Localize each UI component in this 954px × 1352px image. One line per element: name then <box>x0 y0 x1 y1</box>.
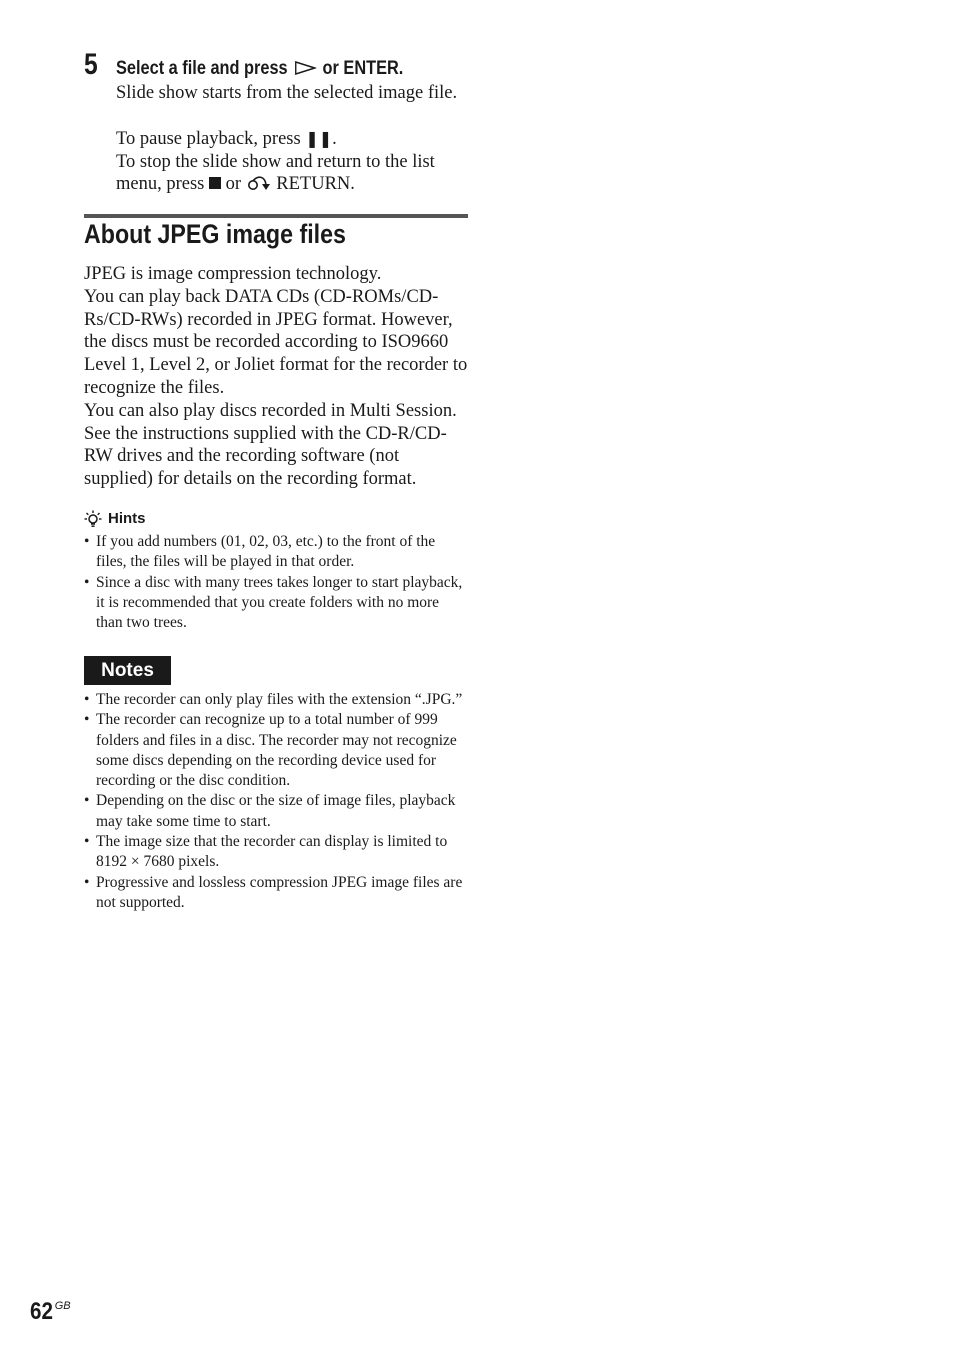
section-title: About JPEG image files <box>84 219 346 249</box>
lightbulb-icon <box>84 510 102 528</box>
body-paragraph: JPEG is image compression technology. <box>84 264 382 284</box>
pause-icon: ❚❚ <box>305 128 333 148</box>
step-number: 5 <box>84 48 98 81</box>
notes-label: Notes <box>84 656 171 685</box>
body-paragraph: You can also play discs recorded in Multi Session. See the instructions supplied with the CD-R/CD-RW drives and the recording software (not supplied) for details on the recording format. <box>84 400 457 490</box>
step-heading-suffix: or ENTER. <box>322 58 404 79</box>
stop-icon <box>209 177 221 189</box>
page-number-suffix: GB <box>54 1300 71 1312</box>
list-item: • The image size that the recorder can display is limited to 8192 × 7680 pixels. <box>84 832 468 873</box>
step-instructions <box>116 82 476 196</box>
list-item: • Since a disc with many trees takes longer to start playback, it is recommended that you create folders with no more than two trees. <box>84 573 468 634</box>
step-heading <box>116 58 403 80</box>
list-item: • The recorder can only play files with the extension “.JPG.” <box>84 690 468 710</box>
step-description: Slide show starts from the selected image file. <box>116 83 458 103</box>
list-item: • The recorder can recognize up to a total number of 999 folders and files in a disc. The recorder may not recognize some discs depending on the recording device used for recording or the disc condition. <box>84 710 468 791</box>
list-item: • If you add numbers (01, 02, 03, etc.) to the front of the files, the files will be played in that order. <box>84 532 468 573</box>
play-outline-icon <box>294 60 316 76</box>
list-item: • Depending on the disc or the size of image files, playback may take some time to start. <box>84 791 468 832</box>
pause-instruction: To pause playback, press ❚❚. <box>116 128 337 149</box>
return-icon <box>246 175 272 191</box>
step-heading-text: Select a file and press <box>116 58 288 79</box>
page-number-value: 62 <box>30 1298 53 1325</box>
hints-section <box>84 508 468 633</box>
section-body <box>84 263 468 491</box>
body-paragraph: You can play back DATA CDs (CD-ROMs/CD-Rs/CD-RWs) recorded in JPEG format. However, the discs must be recorded according to ISO9660 Level 1, Level 2, or Joliet format for the recorder to recognize the files. <box>84 286 468 398</box>
hints-heading <box>84 508 468 530</box>
notes-section <box>84 688 468 913</box>
list-item: • Progressive and lossless compression JPEG image files are not supported. <box>84 873 468 914</box>
notes-list <box>84 690 468 913</box>
hints-list <box>84 532 468 633</box>
hints-label: Hints <box>108 510 146 527</box>
page-number <box>30 1298 71 1326</box>
stop-instruction: To stop the slide show and return to the list menu, press or RETURN. <box>116 151 435 195</box>
